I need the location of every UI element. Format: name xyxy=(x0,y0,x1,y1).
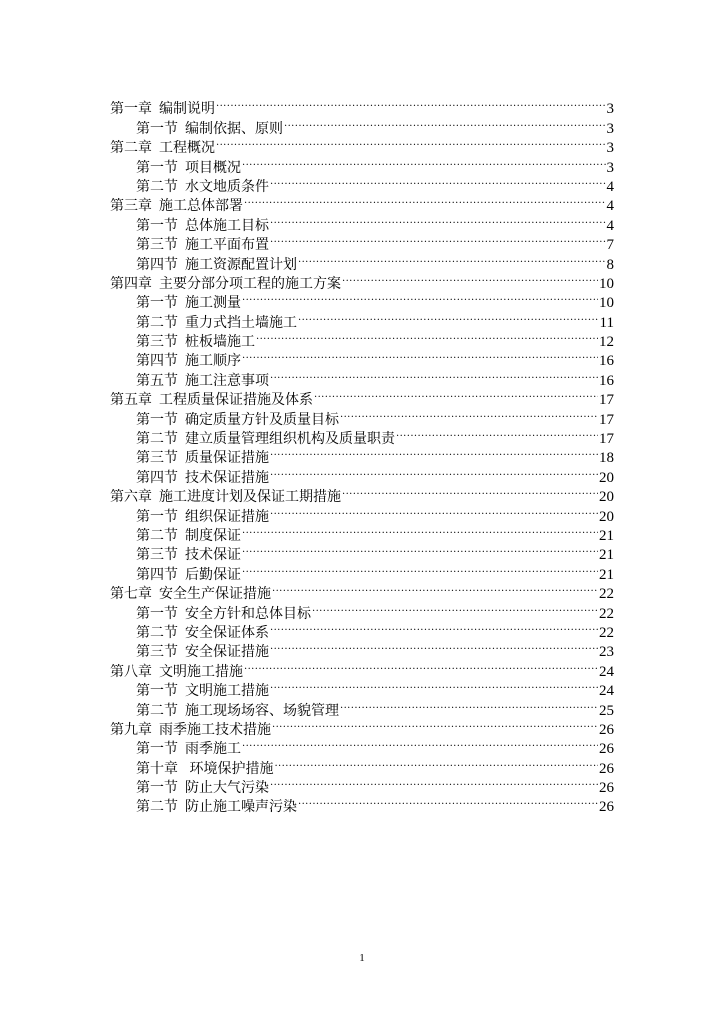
toc-entry-number: 第二节 xyxy=(136,799,178,816)
toc-entry-number: 第七章 xyxy=(110,586,152,603)
toc-entry-text: 总体施工目标 xyxy=(185,217,269,234)
toc-dot-leader xyxy=(312,598,598,617)
toc-dot-leader xyxy=(272,715,598,734)
toc-entry-text: 工程概况 xyxy=(159,140,215,157)
toc-entry-title xyxy=(136,352,241,371)
toc-dot-leader xyxy=(242,540,598,559)
toc-entry-text: 文明施工措施 xyxy=(159,663,243,680)
toc-entry-number: 第二节 xyxy=(136,314,178,331)
toc-entry-number: 第一章 xyxy=(110,101,152,118)
toc-entry-title xyxy=(136,294,241,313)
toc-entry-title xyxy=(136,760,273,779)
toc-dot-leader xyxy=(242,152,606,171)
toc-page-number: 4 xyxy=(606,217,614,234)
toc-entry-text: 确定质量方针及质量目标 xyxy=(185,411,339,428)
toc-entry-number: 第三章 xyxy=(110,198,152,215)
toc-page-number: 17 xyxy=(599,392,614,409)
toc-page-number: 20 xyxy=(599,489,614,506)
toc-entry-text: 制度保证 xyxy=(185,527,241,544)
toc-dot-leader xyxy=(270,501,598,520)
toc-dot-leader xyxy=(270,773,598,792)
toc-dot-leader xyxy=(270,443,598,462)
toc-entry-title xyxy=(136,469,269,488)
toc-entry-number: 第二节 xyxy=(136,624,178,641)
toc-page-number: 11 xyxy=(599,314,614,331)
toc-entry-title xyxy=(136,333,255,352)
toc-entry-number: 第一节 xyxy=(136,780,178,797)
toc-entry-title xyxy=(110,663,243,682)
toc-entry-title xyxy=(136,546,241,565)
toc-entry-text: 技术保证 xyxy=(185,547,241,564)
toc-dot-leader xyxy=(314,385,598,404)
toc-entry-text: 环境保护措施 xyxy=(185,760,274,777)
toc-entry-text: 施工平面布置 xyxy=(185,237,269,254)
toc-entry-number: 第一节 xyxy=(136,605,178,622)
toc-page-number: 24 xyxy=(599,683,614,700)
toc-entry-text: 雨季施工 xyxy=(185,741,241,758)
toc-page-number: 3 xyxy=(606,101,614,118)
toc-dot-leader xyxy=(216,94,606,113)
toc-entry-title xyxy=(136,682,269,701)
toc-entry-number: 第一节 xyxy=(136,295,178,312)
page-number: 1 xyxy=(359,952,365,964)
toc-entry-text: 建立质量管理组织机构及质量职责 xyxy=(185,431,395,448)
toc-dot-leader xyxy=(242,559,598,578)
toc-entry-number: 第一节 xyxy=(136,411,178,428)
toc-entry-number: 第二节 xyxy=(136,527,178,544)
toc-entry-title xyxy=(110,139,215,158)
toc-entry-title xyxy=(136,624,269,643)
toc-entry-number: 第三节 xyxy=(136,644,178,661)
toc-page-number: 10 xyxy=(599,295,614,312)
toc-entry-number: 第三节 xyxy=(136,237,178,254)
toc-entry-title xyxy=(136,779,269,798)
toc-dot-leader xyxy=(270,637,598,656)
toc-page-number: 16 xyxy=(599,372,614,389)
toc-entry-number: 第一节 xyxy=(136,508,178,525)
toc-entry-text: 项目概况 xyxy=(185,159,241,176)
toc-page-number: 17 xyxy=(599,411,614,428)
toc-entry-text: 施工注意事项 xyxy=(185,372,269,389)
toc-page-number: 21 xyxy=(599,547,614,564)
toc-page-number: 10 xyxy=(599,275,614,292)
toc-entry-text: 后勤保证 xyxy=(185,566,241,583)
toc-entry-text: 工程质量保证措施及体系 xyxy=(159,392,313,409)
toc-page-number: 20 xyxy=(599,469,614,486)
toc-page-number: 20 xyxy=(599,508,614,525)
toc-dot-leader xyxy=(342,482,598,501)
toc-entry-text: 技术保证措施 xyxy=(185,469,269,486)
toc-page-number: 26 xyxy=(599,799,614,816)
toc-entry-text: 安全生产保证措施 xyxy=(159,586,271,603)
toc-entry-title xyxy=(110,100,215,119)
toc-page-number: 8 xyxy=(606,256,614,273)
toc-entry-text: 质量保证措施 xyxy=(185,450,269,467)
toc-dot-leader xyxy=(270,676,598,695)
toc-page-number: 22 xyxy=(599,624,614,641)
table-of-contents xyxy=(110,94,614,816)
toc-entry-number: 第九章 xyxy=(110,721,152,738)
toc-dot-leader xyxy=(216,133,606,152)
toc-page-number: 21 xyxy=(599,527,614,544)
toc-entry-text: 施工进度计划及保证工期措施 xyxy=(159,489,341,506)
toc-entry-number: 第四节 xyxy=(136,566,178,583)
toc-page-number: 17 xyxy=(599,431,614,448)
toc-entry-text: 组织保证措施 xyxy=(185,508,269,525)
toc-dot-leader xyxy=(284,113,606,132)
toc-dot-leader xyxy=(270,365,598,384)
toc-dot-leader xyxy=(340,695,598,714)
toc-page-number: 16 xyxy=(599,353,614,370)
toc-page-number: 24 xyxy=(599,663,614,680)
toc-page-number: 4 xyxy=(606,198,614,215)
toc-entry-number: 第三节 xyxy=(136,450,178,467)
toc-entry-text: 文明施工措施 xyxy=(185,683,269,700)
toc-dot-leader xyxy=(396,424,598,443)
toc-entry-title xyxy=(136,159,241,178)
toc-entry-number: 第三节 xyxy=(136,334,178,351)
toc-entry-text: 施工资源配置计划 xyxy=(185,256,297,273)
toc-entry-number: 第十章 xyxy=(136,760,178,777)
toc-dot-leader xyxy=(270,210,606,229)
toc-dot-leader xyxy=(270,230,606,249)
toc-dot-leader xyxy=(242,346,598,365)
toc-entry-title xyxy=(136,372,269,391)
toc-page-number: 4 xyxy=(606,178,614,195)
toc-entry-title xyxy=(136,566,241,585)
toc-dot-leader xyxy=(342,269,598,288)
toc-entry-text: 安全方针和总体目标 xyxy=(185,605,311,622)
toc-page-number: 25 xyxy=(599,702,614,719)
toc-entry-text: 重力式挡土墙施工 xyxy=(185,314,297,331)
toc-chapter-entry[interactable] xyxy=(110,94,614,118)
toc-entry-title xyxy=(136,449,269,468)
toc-page-number: 3 xyxy=(606,159,614,176)
toc-entry-number: 第四节 xyxy=(136,469,178,486)
toc-entry-title xyxy=(110,585,271,604)
toc-dot-leader xyxy=(272,579,598,598)
toc-entry-text: 编制依据、原则 xyxy=(185,120,283,137)
toc-page-number: 18 xyxy=(599,450,614,467)
toc-page-number: 3 xyxy=(606,140,614,157)
toc-entry-title xyxy=(136,256,297,275)
toc-entry-number: 第三节 xyxy=(136,547,178,564)
toc-entry-number: 第八章 xyxy=(110,663,152,680)
toc-entry-number: 第一节 xyxy=(136,120,178,137)
toc-entry-title xyxy=(136,411,339,430)
toc-dot-leader xyxy=(298,792,598,811)
toc-entry-text: 施工顺序 xyxy=(185,353,241,370)
toc-page-number: 23 xyxy=(599,644,614,661)
toc-entry-text: 主要分部分项工程的施工方案 xyxy=(159,275,341,292)
toc-entry-number: 第四节 xyxy=(136,256,178,273)
toc-entry-title xyxy=(136,740,241,759)
toc-entry-number: 第五章 xyxy=(110,392,152,409)
toc-entry-title xyxy=(136,217,269,236)
toc-dot-leader xyxy=(270,462,598,481)
toc-entry-text: 安全保证措施 xyxy=(185,644,269,661)
toc-dot-leader xyxy=(242,734,598,753)
toc-entry-number: 第五节 xyxy=(136,372,178,389)
toc-entry-number: 第四章 xyxy=(110,275,152,292)
toc-page-number: 21 xyxy=(599,566,614,583)
toc-entry-number: 第一节 xyxy=(136,159,178,176)
toc-entry-text: 防止大气污染 xyxy=(185,780,269,797)
toc-entry-number: 第二节 xyxy=(136,702,178,719)
toc-entry-text: 雨季施工技术措施 xyxy=(159,721,271,738)
toc-entry-title xyxy=(136,798,297,817)
toc-dot-leader xyxy=(298,249,606,268)
toc-entry-text: 防止施工噪声污染 xyxy=(185,799,297,816)
toc-entry-number: 第一节 xyxy=(136,217,178,234)
toc-entry-number: 第四节 xyxy=(136,353,178,370)
toc-page-number: 26 xyxy=(599,760,614,777)
toc-entry-number: 第二节 xyxy=(136,178,178,195)
toc-entry-number: 第二章 xyxy=(110,140,152,157)
toc-dot-leader xyxy=(242,521,598,540)
toc-entry-number: 第一节 xyxy=(136,683,178,700)
toc-page-number: 7 xyxy=(606,237,614,254)
toc-page-number: 12 xyxy=(599,334,614,351)
toc-page-number: 22 xyxy=(599,605,614,622)
toc-page-number: 26 xyxy=(599,780,614,797)
toc-dot-leader xyxy=(256,327,598,346)
toc-entry-text: 安全保证体系 xyxy=(185,624,269,641)
toc-entry-title xyxy=(136,236,269,255)
toc-page-number: 3 xyxy=(606,120,614,137)
toc-entry-number: 第六章 xyxy=(110,489,152,506)
toc-entry-text: 编制说明 xyxy=(159,101,215,118)
toc-entry-number: 第二节 xyxy=(136,431,178,448)
toc-entry-text: 施工总体部署 xyxy=(159,198,243,215)
toc-page-number: 26 xyxy=(599,721,614,738)
toc-entry-title xyxy=(110,197,243,216)
toc-entry-text: 施工现场场容、场貌管理 xyxy=(185,702,339,719)
toc-dot-leader xyxy=(270,172,606,191)
toc-dot-leader xyxy=(270,618,598,637)
toc-entry-title xyxy=(136,527,241,546)
toc-dot-leader xyxy=(340,404,598,423)
toc-entry-number: 第一节 xyxy=(136,741,178,758)
toc-page-number: 26 xyxy=(599,741,614,758)
toc-entry-title xyxy=(110,391,313,410)
toc-entry-text: 桩板墙施工 xyxy=(185,334,255,351)
toc-dot-leader xyxy=(242,288,598,307)
toc-entry-text: 水文地质条件 xyxy=(185,178,269,195)
toc-dot-leader xyxy=(244,656,598,675)
toc-page-number: 22 xyxy=(599,586,614,603)
toc-dot-leader xyxy=(298,307,599,326)
toc-dot-leader xyxy=(274,753,598,772)
toc-dot-leader xyxy=(244,191,606,210)
toc-entry-text: 施工测量 xyxy=(185,295,241,312)
